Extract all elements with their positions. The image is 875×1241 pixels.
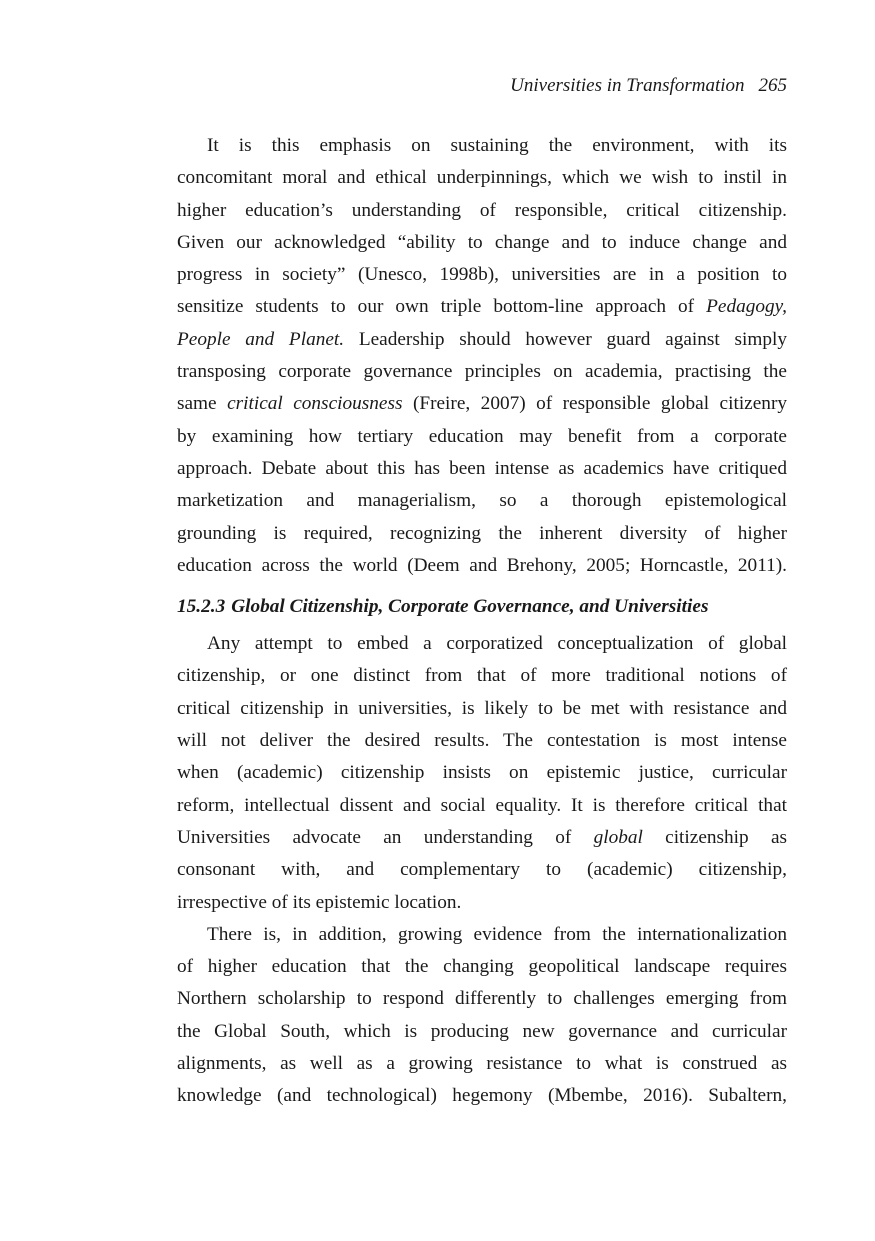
running-head (510, 74, 787, 98)
text-line: of higher education that the changing geopolitical landscape requires (177, 956, 787, 978)
text-line: alignments, as well as a growing resistance to what is construed as (177, 1053, 787, 1075)
text-line: education across the world (Deem and Brehony, 2005; Horncastle, 2011). (177, 554, 787, 576)
italic-term: Pedagogy, (706, 296, 787, 318)
text-line: approach. Debate about this has been intense as academics have critiqued (177, 457, 787, 479)
paragraph-3 (177, 919, 787, 1113)
section-heading (177, 592, 787, 622)
text-line: irrespective of its epistemic location. (177, 891, 462, 913)
text-line: Any attempt to embed a corporatized conceptualization of global (207, 633, 787, 655)
italic-term: People and Planet. (177, 328, 345, 350)
text-line: consonant with, and complementary to (academic) citizenship, (177, 859, 787, 881)
text-line: It is this emphasis on sustaining the environment, with its (207, 135, 787, 156)
text-line: grounding is required, recognizing the inherent diversity of higher (177, 522, 787, 544)
text-fragment: (Freire, 2007) of responsible global citizenry (402, 393, 787, 415)
text-line: higher education’s understanding of responsible, critical citizenship. (177, 199, 787, 221)
italic-term: critical consciousness (227, 393, 403, 415)
text-line: knowledge (and technological) hegemony (Mbembe, 2016). Subaltern, (177, 1085, 787, 1107)
text-line: reform, intellectual dissent and social equality. It is therefore critical that (177, 794, 787, 816)
body-text (177, 130, 787, 1113)
text-line: marketization and managerialism, so a thorough epistemological (177, 490, 787, 512)
text-fragment: sensitize students to our own triple bottom-line approach of (177, 296, 707, 318)
text-line: citizenship, or one distinct from that of more traditional notions of (177, 665, 787, 687)
text-fragment: Universities advocate an understanding of (177, 826, 594, 848)
text-line: critical citizenship in universities, is likely to be met with resistance and (177, 697, 787, 719)
text-line: There is, in addition, growing evidence from the internationalization (207, 923, 787, 945)
text-line: concomitant moral and ethical underpinnings, which we wish to instil in (177, 167, 787, 189)
text-line: by examining how tertiary education may benefit from a corporate (177, 425, 787, 447)
text-line: the Global South, which is producing new governance and curricular (177, 1020, 787, 1042)
paragraph-2 (177, 628, 787, 919)
text-line: progress in society” (Unesco, 1998b), universities are in a position to (177, 264, 787, 286)
text-line (177, 291, 787, 323)
text-line: when (academic) citizenship insists on epistemic justice, curricular (177, 762, 787, 784)
text-line: Northern scholarship to respond differently to challenges emerging from (177, 988, 787, 1010)
running-head-title: Universities in Transformation (510, 75, 745, 96)
text-fragment: same (177, 393, 228, 415)
text-line (177, 822, 787, 854)
text-line: transposing corporate governance principles on academia, practising the (177, 361, 787, 383)
page-number: 265 (758, 75, 787, 96)
paragraph-1 (177, 130, 787, 582)
text-line (177, 388, 787, 420)
text-line: Given our acknowledged “ability to change and to induce change and (177, 231, 787, 253)
section-number: 15.2.3 (177, 596, 226, 618)
text-fragment: Leadership should however guard against simply (344, 328, 787, 350)
text-line: will not deliver the desired results. The contestation is most intense (177, 730, 787, 752)
italic-term: global (593, 826, 643, 848)
section-title: Global Citizenship, Corporate Governance, and Universities (231, 596, 709, 618)
text-fragment: citizenship as (642, 826, 787, 848)
text-line (177, 324, 787, 356)
